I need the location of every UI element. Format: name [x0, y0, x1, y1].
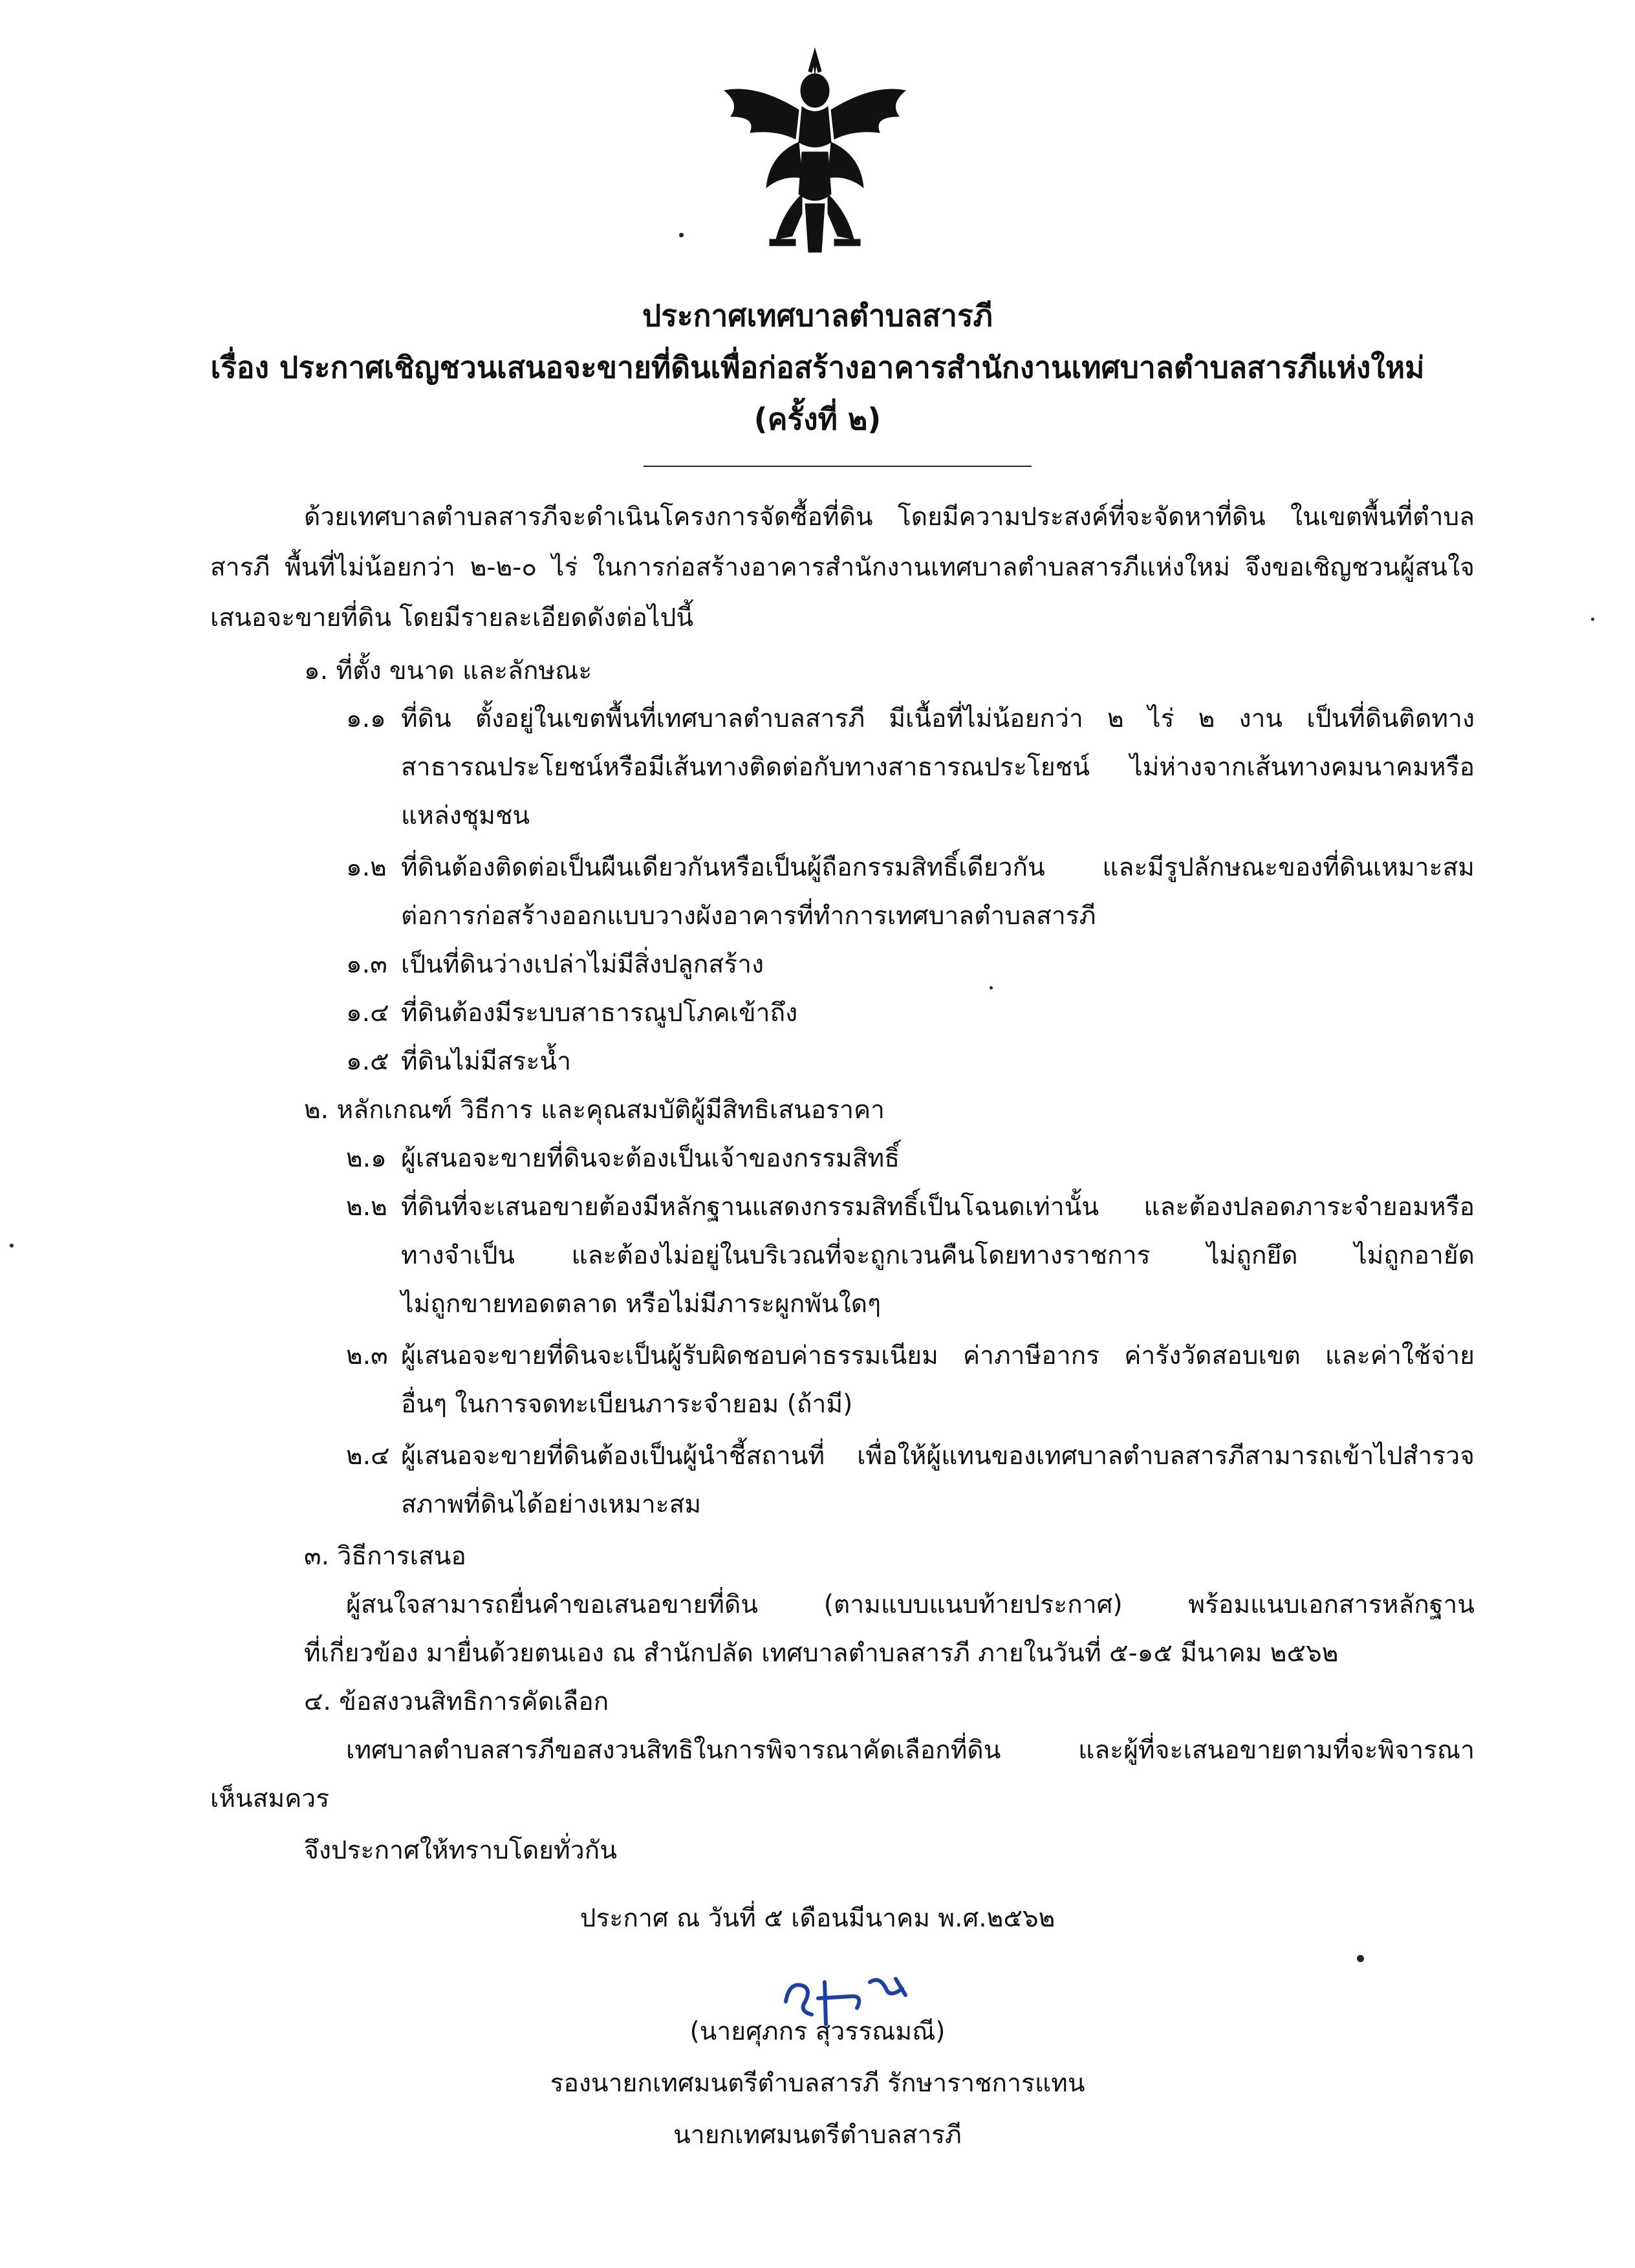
scan-speck	[10, 1244, 14, 1247]
item-number: ๑.๒	[346, 853, 387, 882]
item-2-4-line-2: สภาพที่ดินได้อย่างเหมาะสม	[401, 1490, 702, 1519]
item-1-3: เป็นที่ดินว่างเปล่าไม่มีสิ่งปลูกสร้าง	[401, 950, 764, 979]
item-number: ๑.๓	[346, 950, 387, 979]
item-number: ๑.๕	[346, 1047, 389, 1076]
section-2-title: ๒. หลักเกณฑ์ วิธีการ และคุณสมบัติผู้มีสิทธิเสนอราคา	[304, 1096, 885, 1125]
intro-line-3: เสนอจะขายที่ดิน โดยมีรายละเอียดดังต่อไปนี้	[210, 603, 693, 632]
announcement-subject: เรื่อง ประกาศเชิญชวนเสนอจะขายที่ดินเพื่อก่อสร้างอาคารสำนักงานเทศบาลตำบลสารภีแห่งใหม่	[210, 350, 1425, 385]
signatory-position-2: นายกเทศมนตรีตำบลสารภี	[673, 2121, 962, 2150]
scan-speck	[679, 233, 684, 237]
closing-statement: จึงประกาศให้ทราบโดยทั่วกัน	[304, 1836, 617, 1865]
item-2-2-line-1: ที่ดินที่จะเสนอขายต้องมีหลักฐานแสดงกรรมสิทธิ์เป็นโฉนดเท่านั้น และต้องปลอดภาระจำยอมหรือ	[401, 1193, 1475, 1222]
item-number: ๒.๒	[346, 1193, 387, 1222]
item-1-2-line-1: ที่ดินต้องติดต่อเป็นผืนเดียวกันหรือเป็นผู้ถือกรรมสิทธิ์เดียวกัน และมีรูปลักษณะของที่ดินเหมาะสม	[401, 853, 1475, 882]
item-number: ๒.๓	[346, 1341, 388, 1370]
announcement-round: (ครั้งที่ ๒)	[753, 402, 882, 437]
announcement-title: ประกาศเทศบาลตำบลสารภี	[642, 298, 993, 333]
section-4-line-1: เทศบาลตำบลสารภีขอสงวนสิทธิในการพิจารณาคัดเลือกที่ดิน และผู้ที่จะเสนอขายตามที่จะพิจารณา	[346, 1736, 1475, 1765]
section-1-title: ๑. ที่ตั้ง ขนาด และลักษณะ	[304, 656, 592, 686]
scan-speck	[1357, 1955, 1364, 1962]
item-1-1-line-2: สาธารณประโยชน์หรือมีเส้นทางติดต่อกับทางสาธารณประโยชน์ ไม่ห่างจากเส้นทางคมนาคมหรือ	[401, 753, 1475, 782]
item-2-2-line-3: ไม่ถูกขายทอดตลาด หรือไม่มีภาระผูกพันใดๆ	[401, 1290, 882, 1319]
section-3-title: ๓. วิธีการเสนอ	[304, 1542, 466, 1571]
intro-line-1: ด้วยเทศบาลตำบลสารภีจะดำเนินโครงการจัดซื้อที่ดิน โดยมีความประสงค์ที่จะจัดหาที่ดิน ในเขตพื้นที่ตำบล	[304, 502, 1475, 532]
item-2-2-line-2: ทางจำเป็น และต้องไม่อยู่ในบริเวณที่จะถูกเวนคืนโดยทางราชการ ไม่ถูกยึด ไม่ถูกอายัด	[401, 1241, 1475, 1270]
scan-speck	[990, 986, 993, 989]
item-1-5: ที่ดินไม่มีสระน้ำ	[401, 1047, 571, 1076]
section-3-line-1: ผู้สนใจสามารถยื่นคำขอเสนอขายที่ดิน (ตามแบบแนบท้ายประกาศ) พร้อมแนบเอกสารหลักฐาน	[346, 1590, 1475, 1619]
divider	[644, 466, 1032, 467]
item-1-1-line-3: แหล่งชุมชน	[401, 801, 530, 830]
item-1-2-line-2: ต่อการก่อสร้างออกแบบวางผังอาคารที่ทำการเทศบาลตำบลสารภี	[401, 902, 1096, 931]
announcement-date: ประกาศ ณ วันที่ ๕ เดือนมีนาคม พ.ศ.๒๕๖๒	[579, 1904, 1056, 1933]
scan-speck	[1591, 618, 1594, 621]
signatory-name: (นายศุภกร สุวรรณมณี)	[689, 2017, 946, 2046]
section-4-line-2: เห็นสมควร	[210, 1784, 330, 1813]
item-1-4: ที่ดินต้องมีระบบสาธารณูปโภคเข้าถึง	[401, 999, 798, 1028]
item-number: ๑.๔	[346, 999, 389, 1028]
item-2-4-line-1: ผู้เสนอจะขายที่ดินต้องเป็นผู้นำชี้สถานที่ เพื่อให้ผู้แทนของเทศบาลตำบลสารภีสามารถเข้าไปสำรวจ	[401, 1442, 1475, 1471]
item-2-1: ผู้เสนอจะขายที่ดินจะต้องเป็นเจ้าของกรรมสิทธิ์	[401, 1144, 900, 1173]
item-number: ๑.๑	[346, 704, 386, 733]
item-1-1-line-1: ที่ดิน ตั้งอยู่ในเขตพื้นที่เทศบาลตำบลสารภี มีเนื้อที่ไม่น้อยกว่า ๒ ไร่ ๒ งาน เป็นที่ดินติดทาง	[401, 704, 1475, 733]
item-2-3-line-2: อื่นๆ ในการจดทะเบียนภาระจำยอม (ถ้ามี)	[401, 1390, 853, 1419]
item-number: ๒.๔	[346, 1442, 390, 1471]
garuda-emblem	[705, 45, 925, 259]
signatory-position: รองนายกเทศมนตรีตำบลสารภี รักษาราชการแทน	[550, 2069, 1085, 2098]
item-number: ๒.๑	[346, 1144, 387, 1173]
section-3-line-2: ที่เกี่ยวข้อง มายื่นด้วยตนเอง ณ สำนักปลัด เทศบาลตำบลสารภี ภายในวันที่ ๕-๑๕ มีนาคม ๒๕๖๒	[304, 1639, 1339, 1668]
section-4-title: ๔. ข้อสงวนสิทธิการคัดเลือก	[304, 1687, 609, 1716]
intro-line-2: สารภี พื้นที่ไม่น้อยกว่า ๒-๒-๐ ไร่ ในการก่อสร้างอาคารสำนักงานเทศบาลตำบลสารภีแห่งใหม่ จึงขอเชิญชวนผู้สนใจ	[210, 553, 1475, 582]
item-2-3-line-1: ผู้เสนอจะขายที่ดินจะเป็นผู้รับผิดชอบค่าธรรมเนียม ค่าภาษีอากร ค่ารังวัดสอบเขต และค่าใช้จ่าย	[401, 1341, 1475, 1370]
